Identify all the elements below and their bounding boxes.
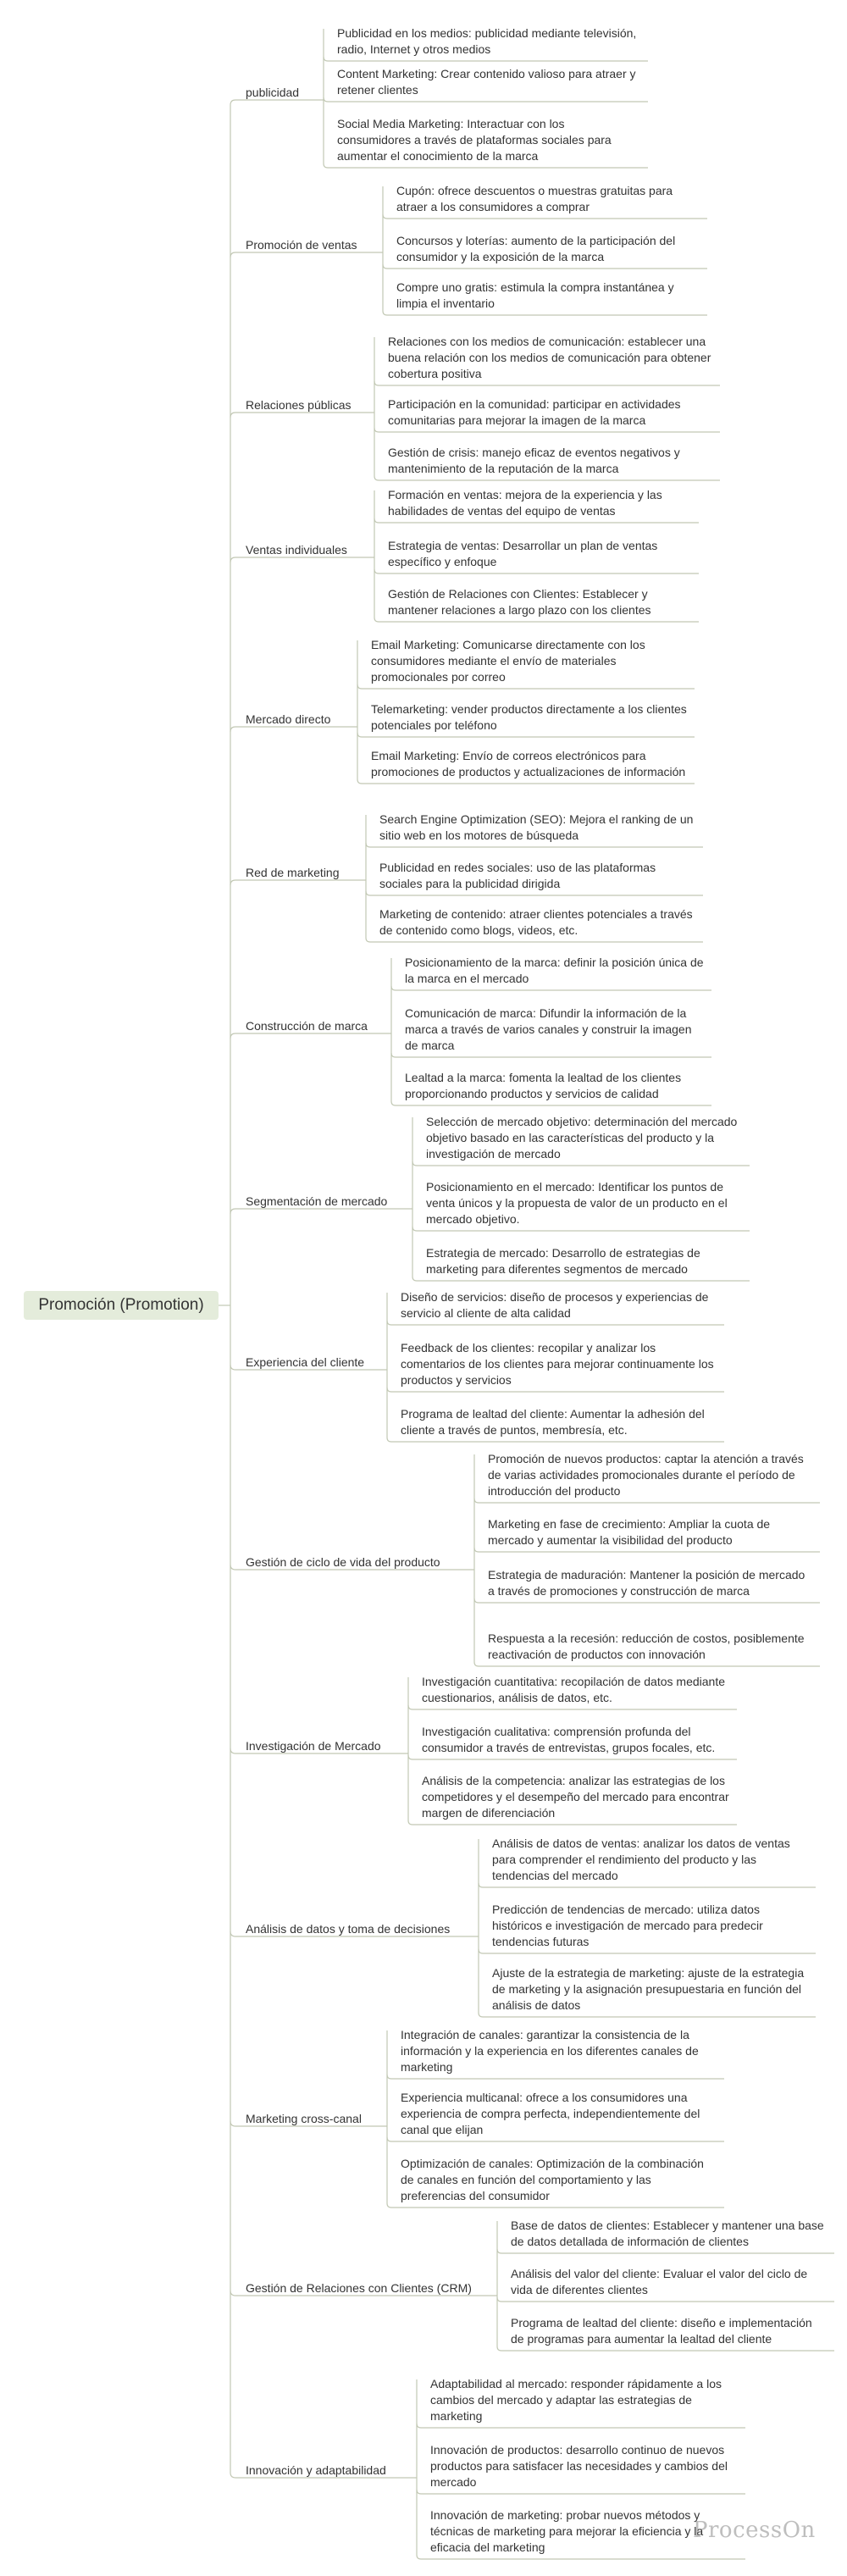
leaf-label: Social Media Marketing: Interactuar con los consumidores a través de plataformas sociales para aumentar el conocimiento de la marca	[337, 117, 612, 163]
leaf-label: Predicción de tendencias de mercado: utiliza datos históricos e investigación de mercado para predecir tendencias futuras	[492, 1903, 763, 1948]
leaf-node[interactable]	[422, 1674, 730, 1706]
leaf-node[interactable]	[401, 2027, 717, 2075]
leaf-node[interactable]	[511, 2266, 828, 2298]
leaf-label: Compre uno gratis: estimula la compra instantánea y limpia el inventario	[396, 280, 674, 310]
leaf-node[interactable]	[371, 701, 688, 734]
leaf-node[interactable]	[396, 280, 700, 312]
leaf-label: Análisis de datos de ventas: analizar los datos de ventas para comprender el rendimiento del producto y las tendencias del mercado	[492, 1836, 790, 1882]
leaf-label: Experiencia multicanal: ofrece a los consumidores una experiencia de compra perfecta, independientemente del canal que elijan	[401, 2091, 700, 2136]
leaf-node[interactable]	[488, 1451, 813, 1499]
leaf-label: Estrategia de maduración: Mantener la posición de mercado a través de promociones y construcción de marca	[488, 1568, 805, 1598]
branch-node[interactable]	[246, 1018, 368, 1033]
leaf-node[interactable]	[337, 116, 641, 164]
root-node[interactable]	[24, 1291, 219, 1320]
branch-label: Red de marketing	[246, 866, 340, 879]
leaf-label: Innovación de productos: desarrollo continuo de nuevos productos para satisfacer las necesidades y cambios del mercado	[430, 2443, 728, 2489]
branch-connector	[230, 880, 366, 885]
leaf-label: Email Marketing: Comunicarse directamente con los consumidores mediante el envío de materiales promocionales por correo	[371, 638, 645, 684]
branch-connector	[230, 252, 383, 258]
leaf-node[interactable]	[492, 1836, 809, 1884]
leaf-node[interactable]	[422, 1773, 730, 1821]
leaf-label: Cupón: ofrece descuentos o muestras gratuitas para atraer a los consumidores a comprar	[396, 184, 673, 213]
leaf-label: Marketing en fase de crecimiento: Ampliar la cuota de mercado y aumentar la visibilidad del producto	[488, 1517, 771, 1547]
leaf-node[interactable]	[388, 445, 713, 477]
branch-node[interactable]	[246, 712, 330, 727]
branch-label: Investigación de Mercado	[246, 1739, 381, 1753]
leaf-node[interactable]	[430, 2376, 739, 2424]
leaf-label: Search Engine Optimization (SEO): Mejora el ranking de un sitio web en los motores de búsqueda	[379, 812, 694, 842]
leaf-label: Gestión de Relaciones con Clientes: Establecer y mantener relaciones a largo plazo con los clientes	[388, 587, 651, 617]
leaf-node[interactable]	[492, 1965, 809, 2014]
leaf-label: Email Marketing: Envío de correos electrónicos para promociones de productos y actualizaciones de información	[371, 749, 686, 778]
leaf-label: Diseño de servicios: diseño de procesos y experiencias de servicio al cliente de alta calidad	[401, 1290, 709, 1320]
branch-node[interactable]	[246, 1554, 440, 1570]
branch-node[interactable]	[246, 237, 357, 252]
leaf-label: Ajuste de la estrategia de marketing: ajuste de la estrategia de marketing y la asignación presupuestaria en función del análisis de datos	[492, 1966, 805, 2012]
branch-label: Mercado directo	[246, 712, 331, 726]
leaf-node[interactable]	[388, 334, 713, 382]
leaf-label: Publicidad en los medios: publicidad mediante televisión, radio, Internet y otros medios	[337, 26, 637, 56]
leaf-label: Análisis del valor del cliente: Evaluar el valor del ciclo de vida de diferentes clientes	[511, 2267, 808, 2296]
leaf-label: Concursos y loterías: aumento de la participación del consumidor y la exposición de la marca	[396, 234, 676, 263]
branch-label: Experiencia del cliente	[246, 1355, 365, 1369]
leaf-node[interactable]	[379, 860, 696, 892]
root-label: Promoción (Promotion)	[38, 1296, 204, 1314]
leaf-label: Comunicación de marca: Difundir la información de la marca a través de varios canales y construir la imagen de marca	[405, 1006, 692, 1052]
branch-node[interactable]	[246, 542, 347, 557]
leaf-node[interactable]	[488, 1516, 813, 1548]
leaf-node[interactable]	[422, 1724, 730, 1756]
leaf-node[interactable]	[405, 1070, 705, 1102]
leaf-label: Publicidad en redes sociales: uso de las plataformas sociales para la publicidad dirigida	[379, 861, 656, 890]
branch-node[interactable]	[246, 397, 352, 413]
leaf-node[interactable]	[388, 396, 713, 429]
branch-node[interactable]	[246, 2111, 362, 2126]
branch-label: Relaciones públicas	[246, 398, 352, 412]
branch-connector	[230, 1033, 391, 1039]
branch-node[interactable]	[246, 1738, 381, 1753]
branch-label: Análisis de datos y toma de decisiones	[246, 1922, 451, 1936]
branch-connector	[230, 727, 357, 732]
leaf-node[interactable]	[401, 1406, 717, 1438]
leaf-node[interactable]	[430, 2442, 739, 2490]
leaf-node[interactable]	[511, 2315, 828, 2347]
leaf-node[interactable]	[388, 538, 692, 570]
leaf-label: Telemarketing: vender productos directamente a los clientes potenciales por teléfono	[371, 702, 687, 732]
leaf-label: Base de datos de clientes: Establecer y mantener una base de datos detallada de información de clientes	[511, 2219, 824, 2248]
branch-connector	[230, 100, 324, 105]
leaf-label: Participación en la comunidad: participar en actividades comunitarias para mejorar la imagen de la marca	[388, 397, 681, 427]
branch-node[interactable]	[246, 2280, 472, 2296]
leaf-node[interactable]	[371, 748, 688, 780]
leaf-node[interactable]	[426, 1179, 743, 1227]
branch-label: Marketing cross-canal	[246, 2112, 362, 2125]
leaf-node[interactable]	[488, 1567, 813, 1599]
leaf-node[interactable]	[337, 66, 641, 98]
leaf-label: Investigación cualitativa: comprensión profunda del consumidor a través de entrevistas, grupos focales, etc.	[422, 1725, 716, 1754]
branch-node[interactable]	[246, 1921, 450, 1936]
leaf-label: Lealtad a la marca: fomenta la lealtad de los clientes proporcionando productos y servicios de calidad	[405, 1071, 682, 1100]
leaf-node[interactable]	[379, 812, 696, 844]
branch-node[interactable]	[246, 2462, 386, 2478]
leaf-node[interactable]	[371, 637, 688, 685]
branch-label: publicidad	[246, 86, 300, 99]
leaf-label: Posicionamiento de la marca: definir la posición única de la marca en el mercado	[405, 956, 704, 985]
leaf-label: Integración de canales: garantizar la consistencia de la información y la experiencia en los diferentes canales de marketing	[401, 2028, 699, 2074]
leaf-label: Programa de lealtad del cliente: Aumentar la adhesión del cliente a través de puntos, membresía, etc.	[401, 1407, 705, 1437]
leaf-label: Feedback de los clientes: recopilar y analizar los comentarios de los clientes para mejorar continuamente los productos y servicios	[401, 1341, 714, 1387]
leaf-node[interactable]	[388, 586, 692, 618]
leaf-node[interactable]	[388, 487, 692, 519]
leaf-node[interactable]	[401, 2156, 717, 2204]
leaf-label: Content Marketing: Crear contenido valioso para atraer y retener clientes	[337, 67, 636, 97]
leaf-label: Innovación de marketing: probar nuevos métodos y técnicas de marketing para mejorar la eficiencia y la eficacia del marketing	[430, 2508, 704, 2554]
leaf-node[interactable]	[488, 1631, 813, 1663]
leaf-label: Análisis de la competencia: analizar las estrategias de los competidores y el desempeño del mercado para encontrar margen de diferenciación	[422, 1774, 729, 1820]
branch-label: Innovación y adaptabilidad	[246, 2463, 386, 2477]
branch-label: Gestión de ciclo de vida del producto	[246, 1555, 440, 1569]
leaf-node[interactable]	[401, 1289, 717, 1321]
leaf-label: Selección de mercado objetivo: determinación del mercado objetivo basado en las características del producto y la investigación de mercado	[426, 1115, 738, 1161]
leaf-node[interactable]	[426, 1245, 743, 1277]
branch-label: Ventas individuales	[246, 543, 347, 557]
leaf-label: Formación en ventas: mejora de la experiencia y las habilidades de ventas del equipo de ventas	[388, 488, 662, 518]
leaf-node[interactable]	[396, 183, 700, 215]
leaf-node[interactable]	[426, 1114, 743, 1162]
leaf-label: Adaptabilidad al mercado: responder rápidamente a los cambios del mercado y adaptar las estrategias de marketing	[430, 2377, 722, 2423]
branch-connector	[230, 557, 374, 562]
branch-label: Promoción de ventas	[246, 238, 357, 252]
leaf-label: Programa de lealtad del cliente: diseño e implementación de programas para aumentar la lealtad del cliente	[511, 2316, 812, 2346]
leaf-label: Posicionamiento en el mercado: Identificar los puntos de venta únicos y la propuesta de valor de un producto en el mercado objetivo.	[426, 1180, 728, 1226]
leaf-label: Respuesta a la recesión: reducción de costos, posiblemente reactivación de productos con innovación	[488, 1631, 805, 1661]
branch-label: Construcción de marca	[246, 1019, 368, 1033]
leaf-node[interactable]	[492, 1902, 809, 1950]
leaf-label: Gestión de crisis: manejo eficaz de eventos negativos y mantenimiento de la reputación de la marca	[388, 446, 680, 475]
leaf-label: Relaciones con los medios de comunicación: establecer una buena relación con los medios de comunicación para obtener cobertura positiva	[388, 335, 711, 380]
branch-node[interactable]	[246, 865, 340, 880]
leaf-node[interactable]	[511, 2218, 828, 2250]
branch-label: Gestión de Relaciones con Clientes (CRM)	[246, 2281, 472, 2295]
branch-node[interactable]	[246, 1194, 387, 1209]
leaf-label: Promoción de nuevos productos: captar la atención a través de varias actividades promocionales durante el período de introducción del producto	[488, 1452, 804, 1498]
processon-watermark: ProcessOn	[693, 2518, 816, 2543]
leaf-node[interactable]	[337, 25, 641, 58]
leaf-label: Estrategia de mercado: Desarrollo de estrategias de marketing para diferentes segmentos de mercado	[426, 1246, 700, 1276]
branch-connector	[230, 1209, 412, 1214]
leaf-node[interactable]	[401, 2090, 717, 2138]
leaf-label: Optimización de canales: Optimización de la combinación de canales en función del comportamiento y las preferencias del consumidor	[401, 2157, 704, 2202]
branch-label: Segmentación de mercado	[246, 1194, 388, 1208]
leaf-node[interactable]	[379, 906, 696, 939]
leaf-node[interactable]	[405, 955, 705, 987]
leaf-node[interactable]	[396, 233, 700, 265]
branch-node[interactable]	[246, 1354, 364, 1370]
leaf-label: Investigación cuantitativa: recopilación de datos mediante cuestionarios, análisis de datos, etc.	[422, 1675, 725, 1704]
leaf-node[interactable]	[401, 1340, 717, 1388]
branch-connector	[230, 413, 374, 418]
leaf-node[interactable]	[405, 1005, 705, 1054]
leaf-label: Estrategia de ventas: Desarrollar un plan de ventas específico y enfoque	[388, 539, 658, 568]
branch-node[interactable]	[246, 85, 299, 100]
leaf-label: Marketing de contenido: atraer clientes potenciales a través de contenido como blogs, videos, etc.	[379, 907, 693, 937]
